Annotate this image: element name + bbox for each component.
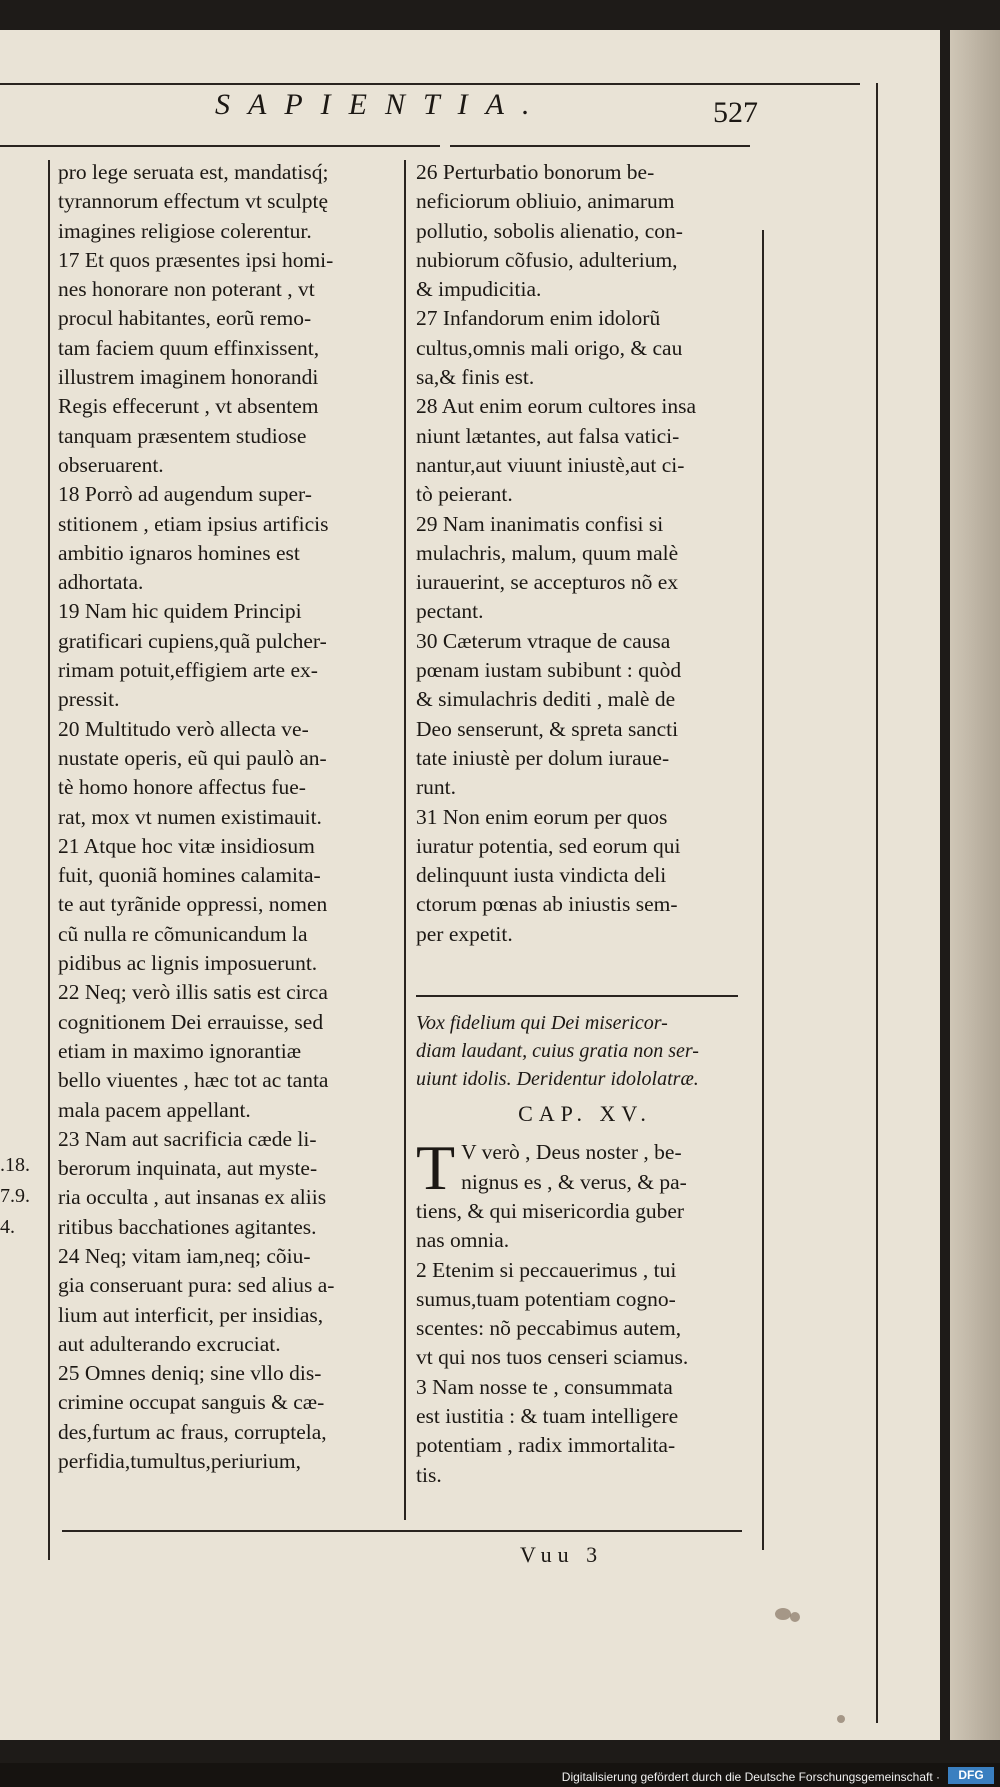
text-line: mulachris, malum, quum malè [416,540,679,565]
left-column [58,158,394,1476]
text-line: gia conseruant pura: sed alius a- [58,1273,335,1298]
running-title: SAPIENTIA. [215,88,548,121]
text-line: 18 Porrò ad augendum super- [58,482,312,507]
text-line: pressit. [58,687,120,712]
margin-note: .18. [0,1154,30,1176]
text-line: potentiam , radix immortalita- [416,1433,676,1458]
margin-notes [0,1150,30,1243]
column-divider-right [762,230,764,1550]
header-bottom-rule-right [450,145,750,147]
text-line: lium aut interficit, per insidias, [58,1302,324,1327]
text-line: delinquunt iusta vindicta deli [416,863,667,888]
column-divider-left [48,160,50,1560]
text-line: cũ nulla re cõmunicandum la [58,921,308,946]
text-line: nes honorare non poterant , vt [58,277,315,302]
text-line: tanquam præsentem studiose [58,423,307,448]
text-line: pœnam iustam subibunt : quòd [416,658,682,683]
text-line: 26 Perturbatio bonorum be- [416,160,655,184]
text-line: obseruarent. [58,452,164,477]
text-line: Deo senserunt, & spreta sancti [416,716,679,741]
text-line: & impudicitia. [416,277,542,302]
text-line: 31 Non enim eorum per quos [416,804,668,829]
text-line: 28 Aut enim eorum cultores insa [416,394,697,419]
text-line: nignus es , & verus, & pa- [461,1169,687,1194]
text-line: cognitionem Dei errauisse, sed [58,1009,324,1034]
text-line: sumus,tuam potentiam cogno- [416,1286,676,1311]
text-line: des,furtum ac fraus, corruptela, [58,1419,327,1444]
text-line: 22 Neq; verò illis satis est circa [58,980,328,1005]
text-line: tiens, & qui misericordia guber [416,1198,685,1223]
margin-note: 4. [0,1216,15,1238]
page-number: 527 [713,96,758,129]
text-line: sa,& finis est. [416,365,535,390]
chapter-body [416,1132,754,1490]
text-line: Regis effecerunt , vt absentem [58,394,319,419]
text-line: tis. [416,1462,442,1487]
right-column-bottom-lines [416,1132,754,1490]
footer-credit: Digitalisierung gefördert durch die Deutsche Forschungsgemeinschaft · [561,1770,940,1784]
text-line: aut adulterando excruciat. [58,1331,281,1356]
text-line: 30 Cæterum vtraque de causa [416,628,671,653]
text-line: runt. [416,775,457,800]
left-column-lines [58,158,394,1476]
header-bottom-rule-left [0,145,440,147]
chapter-heading: CAP. XV. [518,1101,652,1127]
text-line: 24 Neq; vitam iam,neq; cõiu- [58,1243,311,1268]
paper-stain [837,1715,845,1723]
text-line: imagines religiose colerentur. [58,218,312,243]
text-line: scentes: nõ peccabimus autem, [416,1316,682,1341]
text-line: illustrem imaginem honorandi [58,365,319,390]
text-line: te aut tyrãnide oppressi, nomen [58,892,328,917]
text-line: etiam in maximo ignorantiæ [58,1038,302,1063]
margin-note: 7.9. [0,1185,30,1207]
text-line: tam faciem quum effinxissent, [58,335,320,360]
text-line: pollutio, sobolis alienatio, con- [416,218,683,243]
text-line: 25 Omnes deniq; sine vllo dis- [58,1361,322,1386]
text-line: 2 Etenim si peccauerimus , tui [416,1257,677,1282]
text-line: diam laudant, cuius gratia non ser- [416,1040,699,1063]
text-line: ctorum pœnas ab iniustis sem- [416,892,678,917]
text-line: iuratur potentia, sed eorum qui [416,833,681,858]
text-line: 27 Infandorum enim idolorũ [416,306,661,331]
text-line: adhortata. [58,570,144,595]
text-line: uiunt idolis. Deridentur idololatræ. [416,1068,699,1091]
text-line: fuit, quoniã homines calamita- [58,863,321,888]
right-column-top-lines [416,158,754,949]
text-line: pectant. [416,599,484,624]
text-line: pidibus ac lignis imposuerunt. [58,951,318,976]
right-page-rule [876,83,878,1723]
text-line: rimam potuit,effigiem arte ex- [58,658,318,683]
text-line: mala pacem appellant. [58,1097,251,1122]
text-line: 20 Multitudo verò allecta ve- [58,716,309,741]
text-line: nantur,aut viuunt iniustè,aut ci- [416,452,685,477]
text-line: cultus,omnis mali origo, & cau [416,335,683,360]
paper-stain [790,1612,800,1622]
text-line: niunt lætantes, aut falsa vatici- [416,423,680,448]
text-line: nas omnia. [416,1228,510,1253]
text-line: bello viuentes , hæc tot ac tanta [58,1068,329,1093]
text-line: tè homo honore affectus fue- [58,775,306,800]
text-line: Vox fidelium qui Dei misericor- [416,1012,668,1035]
text-line: V verò , Deus noster , be- [461,1140,682,1165]
footer-bar [0,1763,1000,1787]
spacer [416,949,754,1001]
top-rule [0,83,860,85]
text-line: rat, mox vt numen existimauit. [58,804,322,829]
text-line: vt qui nos tuos censeri sciamus. [416,1345,689,1370]
text-line: crimine occupat sanguis & cæ- [58,1390,325,1415]
text-line: ambitio ignaros homines est [58,540,300,565]
text-line: tate iniustè per dolum iuraue- [416,745,670,770]
text-line: tyrannorum effectum vt sculptę [58,189,329,214]
text-line: 3 Nam nosse te , consummata [416,1374,673,1399]
text-line: ria occulta , aut insanas ex aliis [58,1185,327,1210]
column-divider-middle [404,160,406,1520]
text-line: 29 Nam inanimatis confisi si [416,511,664,536]
text-line: neficiorum obliuio, animarum [416,189,675,214]
text-line: perfidia,tumultus,periurium, [58,1449,302,1474]
paper-stain [775,1608,791,1620]
text-line: procul habitantes, eorũ remo- [58,306,312,331]
text-line: & simulachris dediti , malè de [416,687,676,712]
text-line: tò peierant. [416,482,513,507]
chapter-summary [416,1009,754,1093]
text-line: 23 Nam aut sacrificia cæde li- [58,1126,317,1151]
text-line: 21 Atque hoc vitæ insidiosum [58,833,315,858]
text-line: pro lege seruata est, mandatisq́; [58,160,329,184]
text-line: est iustitia : & tuam intelligere [416,1403,679,1428]
text-line: berorum inquinata, aut myste- [58,1156,318,1181]
text-line: 19 Nam hic quidem Principi [58,599,302,624]
text-line: 17 Et quos præsentes ipsi homi- [58,247,334,272]
text-line: gratificari cupiens,quã pulcher- [58,628,327,653]
dropcap-letter: T [416,1132,456,1204]
signature-mark: Vuu 3 [520,1542,604,1567]
right-column [416,158,754,1490]
dfg-logo: DFG [948,1767,994,1784]
bottom-rule [62,1530,742,1532]
text-line: nubiorum cõfusio, adulterium, [416,247,678,272]
page-edge-shadow [950,30,1000,1740]
text-line: per expetit. [416,921,513,946]
text-line: iurauerint, se accepturos nõ ex [416,570,679,595]
text-line: nustate operis, eũ qui paulò an- [58,745,327,770]
text-line: ritibus bacchationes agitantes. [58,1214,317,1239]
text-line: stitionem , etiam ipsius artificis [58,511,329,536]
